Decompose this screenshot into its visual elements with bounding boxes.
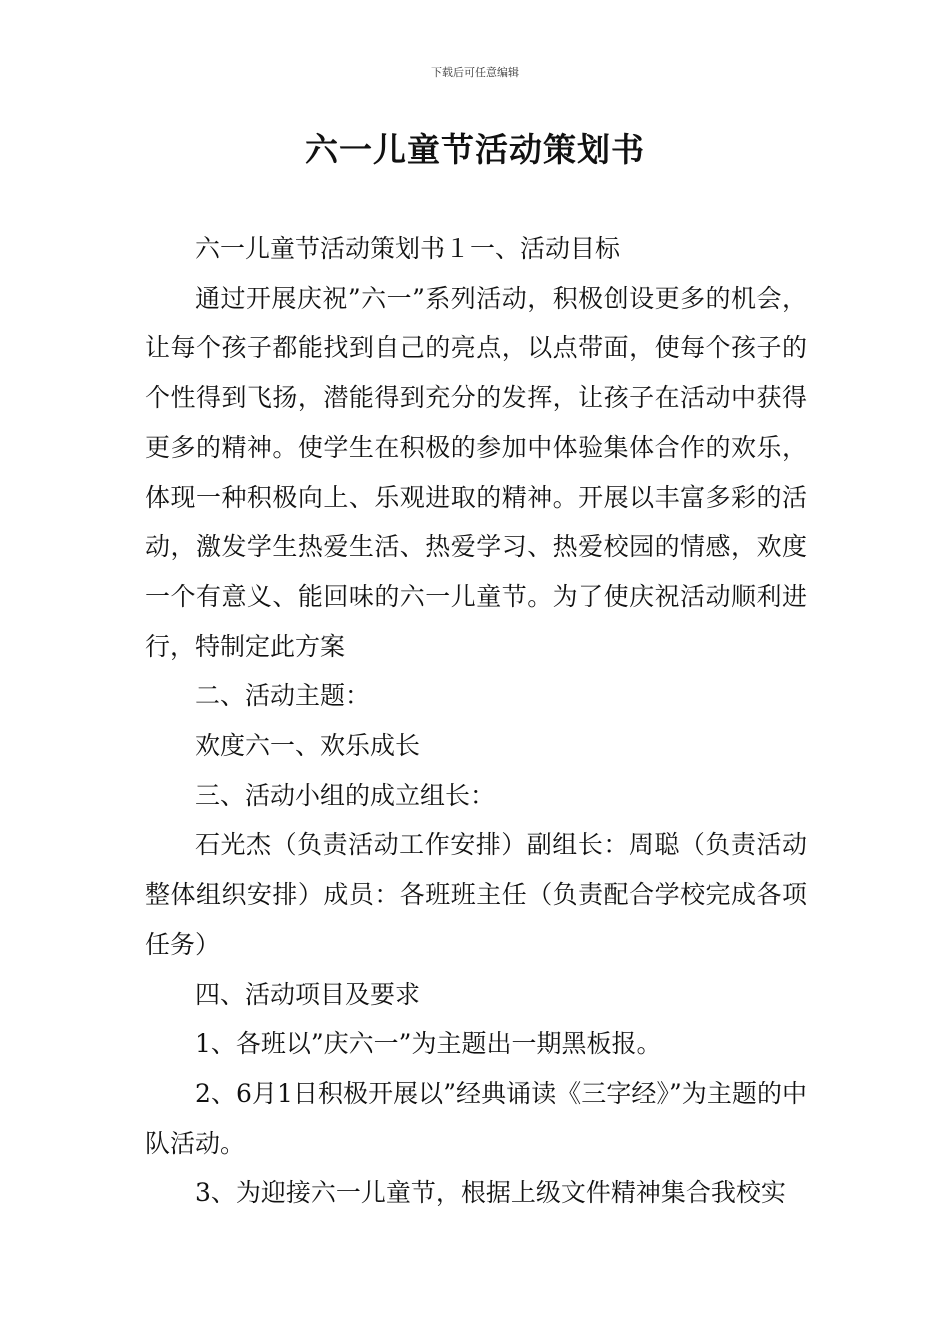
paragraph-3: 二、活动主题： bbox=[195, 681, 371, 711]
paragraph-2: 通过开展庆祝”六一”系列活动，积极创设更多的机会，让每个孩子都能找到自己的亮点，以点带面，使每个孩子的个性得到飞扬，潜能得到充分的发挥，让孩子在活动中获得更多的精神。使学生在积极的参加中体验集体合作的欢乐，体现一种积极向上、乐观进取的精神。开展以丰富多彩的活动，激发学生热爱生活、热爱学习、热爱校园的情感，欢度一个有意义、能回味的六一儿童节。为了使庆祝活动顺利进行，特制定此方案 bbox=[145, 283, 807, 661]
paragraph-5: 三、活动小组的成立组长： bbox=[195, 780, 496, 810]
paragraph-6: 石光杰（负责活动工作安排）副组长：周聪（负责活动整体组织安排）成员：各班班主任（负责配合学校完成各项任务） bbox=[145, 830, 807, 959]
document-title: 六一儿童节活动策划书 bbox=[305, 130, 645, 169]
paragraph-9: 2、6月1日积极开展以”经典诵读《三字经》”为主题的中队活动。 bbox=[145, 1078, 807, 1158]
paragraph-1: 六一儿童节活动策划书１一、活动目标 bbox=[195, 234, 621, 263]
paragraph-10: 3、为迎接六一儿童节，根据上级文件精神集合我校实 bbox=[195, 1178, 786, 1208]
page-header-note: 下载后可任意编辑 bbox=[431, 66, 519, 79]
paragraph-7: 四、活动项目及要求 bbox=[195, 979, 421, 1009]
paragraph-8: 1、各班以”庆六一”为主题出一期黑板报。 bbox=[195, 1029, 662, 1059]
document-body bbox=[145, 224, 807, 1218]
paragraph-4: 欢度六一、欢乐成长 bbox=[195, 731, 421, 761]
